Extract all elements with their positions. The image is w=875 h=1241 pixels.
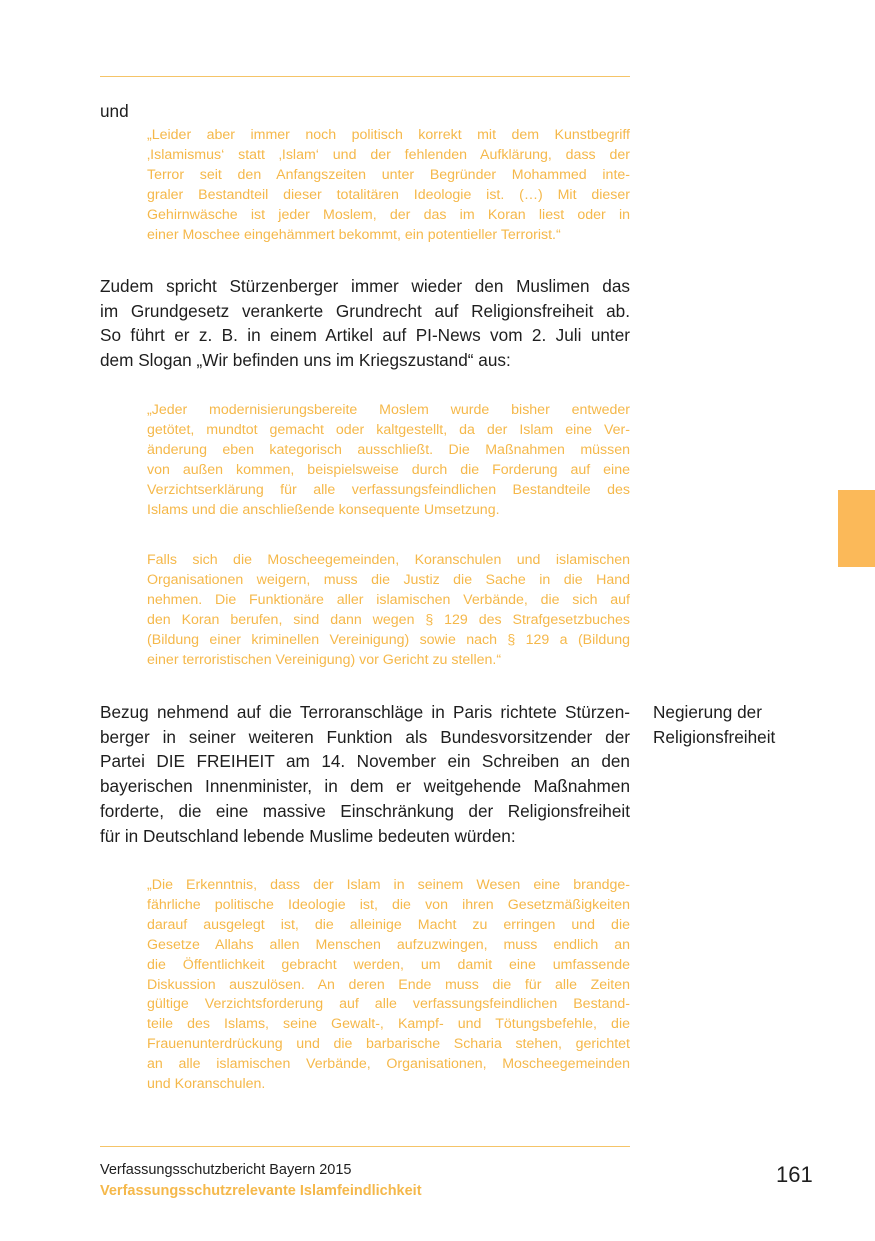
- quote-line: einer Moschee eingehämmert bekommt, ein potentieller Terrorist.“: [147, 226, 561, 243]
- quote-line: Islams und die anschließende konsequente Umsetzung.: [147, 501, 500, 518]
- text-line: bayerischen Innenminister, in dem er weitgehende Maßnahmen: [100, 776, 630, 797]
- quote-block-3: [147, 551, 630, 670]
- body-paragraph-1: [100, 274, 630, 373]
- quote-block-4: [147, 876, 630, 1095]
- footer-title: Verfassungsschutzbericht Bayern 2015: [100, 1162, 352, 1178]
- quote-line: „Leider aber immer noch politisch korrekt mit dem Kunstbegriff: [147, 127, 630, 143]
- text-line: Bezug nehmend auf die Terroranschläge in Paris richtete Stürzen-: [100, 702, 630, 722]
- quote-line: darauf ausgelegt ist, die alleinige Macht zu erringen und die: [147, 916, 630, 933]
- text-line: forderte, die eine massive Einschränkung der Religionsfreiheit: [100, 800, 630, 821]
- quote-line: und Koranschulen.: [147, 1076, 266, 1093]
- quote-line: graler Bestandteil dieser totalitären Ideologie ist. (…) Mit dieser: [147, 186, 630, 203]
- quote-line: getötet, mundtot gemacht oder kaltgestellt, da der Islam eine Ver-: [147, 421, 630, 438]
- quote-line: einer terroristischen Vereinigung) vor Gericht zu stellen.“: [147, 651, 502, 668]
- quote-line: nehmen. Die Funktionäre aller islamischen Verbände, die sich auf: [147, 591, 630, 608]
- text-line: im Grundgesetz verankerte Grundrecht auf Religionsfreiheit ab.: [100, 300, 630, 321]
- margin-note-line: Religionsfreiheit: [653, 726, 776, 747]
- footer-rule: [100, 1146, 630, 1147]
- quote-line: an alle islamischen Verbände, Organisationen, Moscheegemeinden: [147, 1056, 630, 1073]
- quote-line: (Bildung einer kriminellen Vereinigung) sowie nach § 129 a (Bildung: [147, 631, 630, 648]
- quote-line: Frauenunterdrückung und die barbarische Scharia stehen, gerichtet: [147, 1036, 630, 1053]
- body-paragraph-2: [100, 700, 630, 848]
- quote-block-1: [147, 126, 630, 245]
- chapter-tab: [838, 490, 875, 567]
- quote-line: Verzichtserklärung für alle verfassungsfeindlichen Bestandteile des: [147, 481, 630, 498]
- quote-line: Organisationen weigern, muss die Justiz die Sache in die Hand: [147, 571, 630, 588]
- quote-line: „Die Erkenntnis, dass der Islam in seinem Wesen eine brandge-: [147, 877, 630, 893]
- quote-line: den Koran berufen, sind dann wegen § 129 des Strafgesetzbuches: [147, 611, 630, 628]
- margin-note: [653, 700, 833, 749]
- quote-block-2: [147, 401, 630, 520]
- text-line: dem Slogan „Wir befinden uns im Kriegszustand“ aus:: [100, 350, 511, 371]
- quote-line: Gehirnwäsche ist jeder Moslem, der das im Koran liest oder in: [147, 206, 630, 223]
- page-number: 161: [776, 1162, 813, 1187]
- intro-word: und: [100, 101, 129, 121]
- quote-line: teile des Islams, seine Gewalt-, Kampf- und Tötungsbefehle, die: [147, 1016, 630, 1033]
- text-line: Zudem spricht Stürzenberger immer wieder den Muslimen das: [100, 276, 630, 296]
- quote-line: Gesetze Allahs allen Menschen aufzuzwingen, muss endlich an: [147, 936, 630, 953]
- quote-line: Falls sich die Moscheegemeinden, Koranschulen und islamischen: [147, 552, 630, 568]
- quote-line: Diskussion auszulösen. An deren Ende muss die für alle Zeiten: [147, 976, 630, 993]
- quote-line: die Öffentlichkeit gebracht werden, um damit eine umfassende: [147, 956, 630, 973]
- text-line: für in Deutschland lebende Muslime bedeuten würden:: [100, 825, 516, 846]
- text-line: So führt er z. B. in einem Artikel auf PI-News vom 2. Juli unter: [100, 325, 630, 346]
- text-line: berger in seiner weiteren Funktion als Bundesvorsitzender der: [100, 726, 630, 747]
- text-line: Partei DIE FREIHEIT am 14. November ein Schreiben an den: [100, 751, 630, 772]
- quote-line: gültige Verzichtsforderung auf alle verfassungsfeindlichen Bestand-: [147, 996, 630, 1013]
- header-rule: [100, 76, 630, 77]
- margin-note-line: Negierung der: [653, 702, 762, 722]
- quote-line: fährliche politische Ideologie ist, die von ihren Gesetzmäßigkeiten: [147, 896, 630, 913]
- quote-line: änderung eben kategorisch ausschließt. Die Maßnahmen müssen: [147, 441, 630, 458]
- footer-subtitle: Verfassungsschutzrelevante Islamfeindlichkeit: [100, 1183, 422, 1199]
- quote-line: Terror seit den Anfangszeiten unter Begründer Mohammed inte-: [147, 166, 630, 183]
- quote-line: von außen kommen, beispielsweise durch die Forderung auf eine: [147, 461, 630, 478]
- quote-line: ‚Islamismus‘ statt ‚Islam‘ und der fehlenden Aufklärung, dass der: [147, 146, 630, 163]
- quote-line: „Jeder modernisierungsbereite Moslem wurde bisher entweder: [147, 402, 630, 418]
